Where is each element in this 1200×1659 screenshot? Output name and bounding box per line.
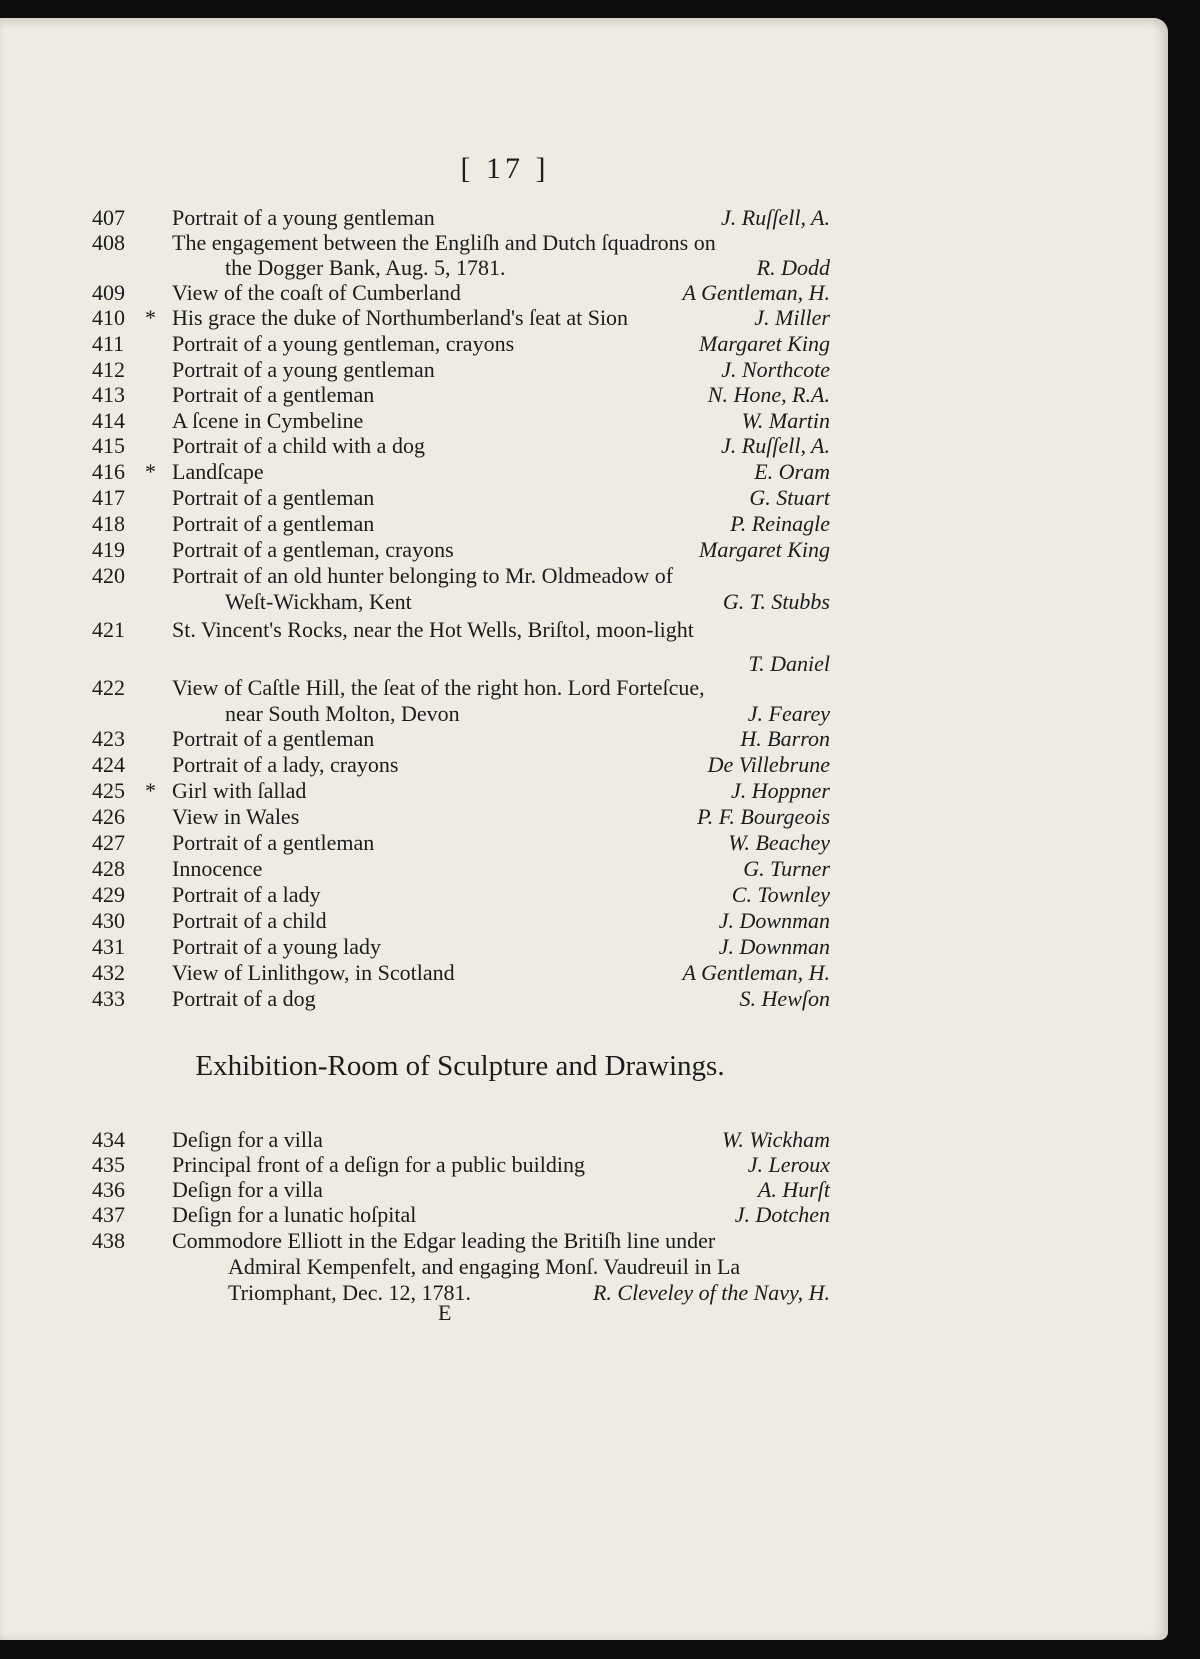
entry-number: 415 — [92, 433, 125, 458]
entry-number: 417 — [92, 485, 125, 510]
entry-title: Portrait of a young gentleman — [172, 205, 435, 230]
entry-number: 420 — [92, 563, 125, 588]
list-item — [0, 408, 1200, 434]
asterisk-marker: * — [145, 305, 156, 330]
list-item — [0, 485, 1200, 511]
entry-number: 416 — [92, 459, 125, 484]
list-item — [0, 305, 1200, 331]
entry-title: Portrait of a young gentleman — [172, 357, 435, 382]
entry-number: 425 — [92, 778, 125, 803]
entry-artist: J. Dotchen — [734, 1202, 830, 1227]
list-item — [0, 589, 1200, 615]
entry-title: Commodore Elliott in the Edgar leading the Britiſh line under — [172, 1228, 716, 1253]
entry-artist: E. Oram — [754, 459, 830, 484]
page-number: [ 17 ] — [460, 152, 550, 185]
entry-number: 412 — [92, 357, 125, 382]
entry-title: Portrait of a gentleman — [172, 726, 375, 751]
entry-title: Portrait of a child — [172, 908, 327, 933]
entry-title: Portrait of a child with a dog — [172, 433, 425, 458]
list-item — [0, 1152, 1200, 1178]
entry-artist: H. Barron — [740, 726, 830, 751]
list-item — [0, 230, 1200, 256]
entry-title: View of the coaſt of Cumberland — [172, 280, 461, 305]
list-item — [0, 255, 1200, 281]
list-item — [0, 1177, 1200, 1203]
entry-artist: P. Reinagle — [730, 511, 830, 536]
entry-number: 427 — [92, 830, 125, 855]
section-heading: Exhibition-Room of Sculpture and Drawings. — [195, 1050, 725, 1082]
list-item — [0, 675, 1200, 701]
entry-artist: W. Wickham — [722, 1127, 830, 1152]
entry-artist: G. Turner — [743, 856, 830, 881]
entry-artist: De Villebrune — [707, 752, 830, 777]
list-item — [0, 563, 1200, 589]
entry-title: Innocence — [172, 856, 263, 881]
entry-artist: A Gentleman, H. — [682, 280, 830, 305]
entry-artist: J. Hoppner — [731, 778, 830, 803]
entry-artist: A Gentleman, H. — [682, 960, 830, 985]
entry-artist: C. Townley — [731, 882, 830, 907]
entry-number: 407 — [92, 205, 125, 230]
entry-artist: Margaret King — [699, 537, 830, 562]
list-item — [0, 726, 1200, 752]
entry-number: 428 — [92, 856, 125, 881]
signature-mark: E — [438, 1300, 452, 1325]
entry-title: Landſcape — [172, 459, 264, 484]
entry-artist: G. Stuart — [749, 485, 830, 510]
list-item — [0, 1228, 1200, 1254]
entry-artist: J. Downman — [718, 934, 830, 959]
entry-number: 411 — [92, 331, 125, 356]
entry-number: 421 — [92, 617, 125, 642]
list-item — [0, 617, 1200, 643]
entry-artist: T. Daniel — [748, 651, 830, 676]
entry-title: View in Wales — [172, 804, 300, 829]
entry-number: 418 — [92, 511, 125, 536]
entry-number: 432 — [92, 960, 125, 985]
list-item — [0, 1202, 1200, 1228]
entry-title: Girl with ſallad — [172, 778, 307, 803]
entry-number: 413 — [92, 382, 125, 407]
entry-number: 435 — [92, 1152, 125, 1177]
entry-artist: J. Fearey — [747, 701, 830, 726]
entry-number: 423 — [92, 726, 125, 751]
entry-title: Portrait of a young lady — [172, 934, 381, 959]
entry-title: Portrait of a lady, crayons — [172, 752, 399, 777]
entry-title: Deſign for a villa — [172, 1177, 323, 1202]
entry-number: 410 — [92, 305, 125, 330]
entry-number: 438 — [92, 1228, 125, 1253]
list-item — [0, 752, 1200, 778]
list-item — [0, 1254, 1200, 1280]
entry-number: 414 — [92, 408, 125, 433]
asterisk-marker: * — [145, 459, 156, 484]
entry-artist: J. Downman — [718, 908, 830, 933]
entry-title: Portrait of a gentleman — [172, 511, 375, 536]
list-item — [0, 651, 1200, 677]
entry-artist: J. Ruſſell, A. — [721, 433, 830, 458]
entry-number: 424 — [92, 752, 125, 777]
entry-artist: P. F. Bourgeois — [697, 804, 830, 829]
entry-number: 408 — [92, 230, 125, 255]
entry-title: Portrait of a dog — [172, 986, 316, 1011]
entry-artist: A. Hurſt — [757, 1177, 830, 1202]
entry-title: Portrait of a young gentleman, crayons — [172, 331, 515, 356]
entry-artist: Margaret King — [699, 331, 830, 356]
list-item — [0, 1127, 1200, 1153]
list-item — [0, 205, 1200, 231]
list-item — [0, 701, 1200, 727]
list-item — [0, 934, 1200, 960]
entry-title: Portrait of an old hunter belonging to Mr. Oldmeadow of — [172, 563, 674, 588]
entry-number: 430 — [92, 908, 125, 933]
entry-title: Triomphant, Dec. 12, 1781. — [228, 1280, 472, 1305]
list-item — [0, 357, 1200, 383]
entry-artist: J. Northcote — [721, 357, 830, 382]
entry-number: 434 — [92, 1127, 125, 1152]
entry-number: 409 — [92, 280, 125, 305]
entry-number: 433 — [92, 986, 125, 1011]
entry-title: Portrait of a gentleman — [172, 485, 375, 510]
entry-title: Principal front of a deſign for a public building — [172, 1152, 586, 1177]
entry-title: View of Caſtle Hill, the ſeat of the right hon. Lord Forteſcue, — [172, 675, 705, 700]
entry-title: A ſcene in Cymbeline — [172, 408, 364, 433]
entry-title: Deſign for a villa — [172, 1127, 323, 1152]
list-item — [0, 908, 1200, 934]
entry-number: 437 — [92, 1202, 125, 1227]
entry-number: 422 — [92, 675, 125, 700]
entry-number: 426 — [92, 804, 125, 829]
entry-title: the Dogger Bank, Aug. 5, 1781. — [225, 255, 506, 280]
entry-artist: N. Hone, R.A. — [707, 382, 830, 407]
list-item — [0, 856, 1200, 882]
list-item — [0, 882, 1200, 908]
entry-number: 419 — [92, 537, 125, 562]
list-item — [0, 331, 1200, 357]
entry-title: His grace the duke of Northumberland's ſeat at Sion — [172, 305, 629, 330]
entry-artist: R. Cleveley of the Navy, H. — [592, 1280, 830, 1305]
entry-number: 431 — [92, 934, 125, 959]
list-item — [0, 960, 1200, 986]
entry-artist: W. Martin — [741, 408, 830, 433]
list-item — [0, 830, 1200, 856]
entry-artist: R. Dodd — [756, 255, 830, 280]
entry-title: Weſt-Wickham, Kent — [225, 589, 412, 614]
entry-title: Portrait of a gentleman, crayons — [172, 537, 454, 562]
list-item — [0, 280, 1200, 306]
list-item — [0, 778, 1200, 804]
entry-artist: G. T. Stubbs — [722, 589, 830, 614]
entry-title: Portrait of a gentleman — [172, 382, 375, 407]
entry-title: near South Molton, Devon — [225, 701, 460, 726]
list-item — [0, 433, 1200, 459]
entry-title: View of Linlithgow, in Scotland — [172, 960, 455, 985]
entry-artist: J. Ruſſell, A. — [721, 205, 830, 230]
list-item — [0, 459, 1200, 485]
entry-title: The engagement between the Engliſh and Dutch ſquadrons on — [172, 230, 716, 255]
entry-title: Admiral Kempenfelt, and engaging Monſ. Vaudreuil in La — [228, 1254, 741, 1279]
list-item — [0, 1280, 1200, 1306]
entry-number: 429 — [92, 882, 125, 907]
list-item — [0, 537, 1200, 563]
entry-title: St. Vincent's Rocks, near the Hot Wells, Briſtol, moon-light — [172, 617, 694, 642]
entry-title: Portrait of a gentleman — [172, 830, 375, 855]
entry-artist: S. Hewſon — [739, 986, 830, 1011]
entry-number: 436 — [92, 1177, 125, 1202]
list-item — [0, 382, 1200, 408]
list-item — [0, 804, 1200, 830]
list-item — [0, 986, 1200, 1012]
entry-artist: J. Miller — [754, 305, 830, 330]
list-item — [0, 511, 1200, 537]
asterisk-marker: * — [145, 778, 156, 803]
entry-title: Deſign for a lunatic hoſpital — [172, 1202, 417, 1227]
entry-artist: W. Beachey — [728, 830, 830, 855]
entry-title: Portrait of a lady — [172, 882, 321, 907]
entry-artist: J. Leroux — [747, 1152, 830, 1177]
